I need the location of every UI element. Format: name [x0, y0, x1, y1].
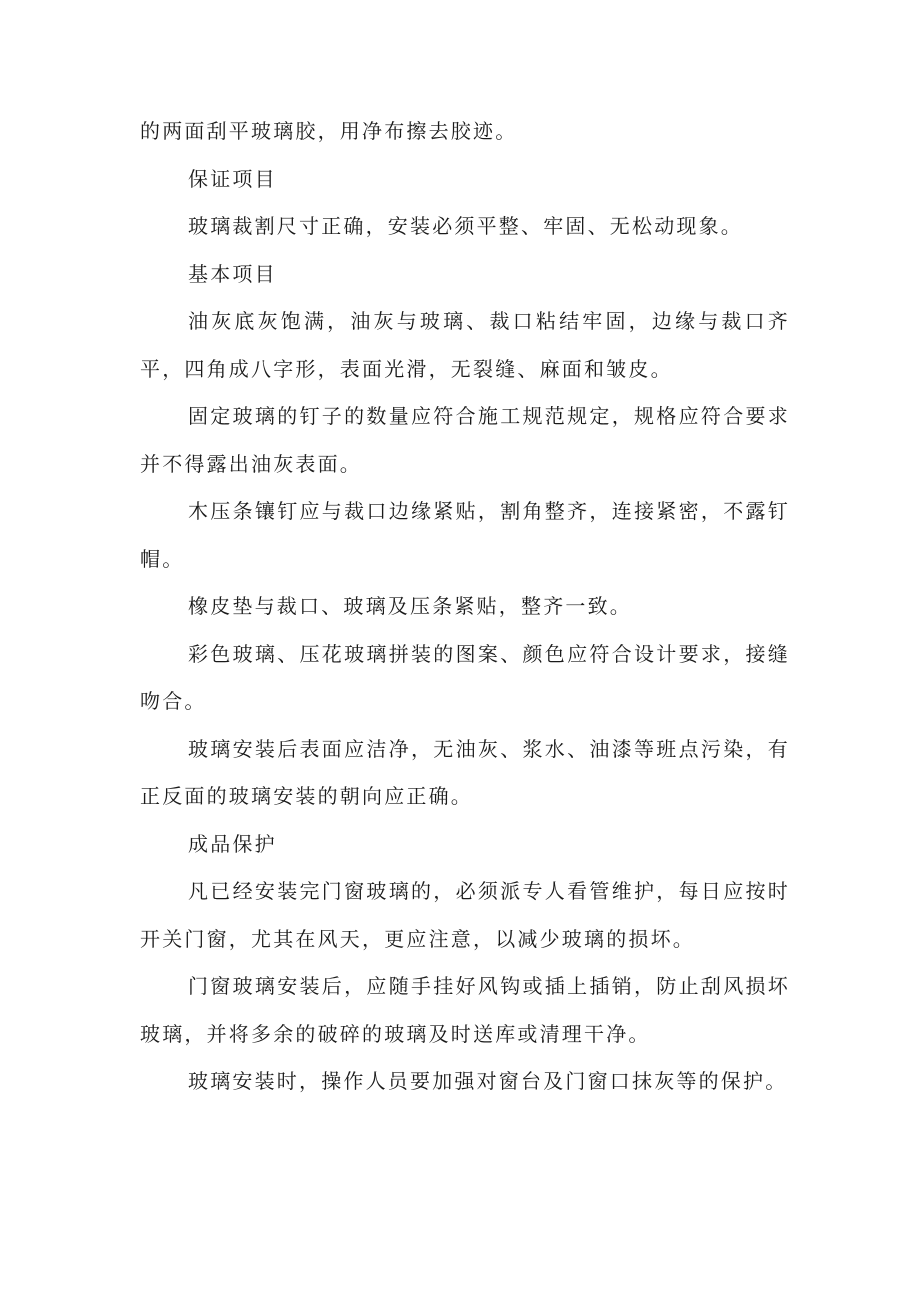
paragraph: 玻璃安装时，操作人员要加强对窗台及门窗口抹灰等的保护。: [188, 1069, 788, 1093]
section-heading-basic-items: 基本项目: [188, 261, 277, 286]
continuation-paragraph: 的两面刮平玻璃胶，用净布擦去胶迹。: [140, 119, 518, 143]
document-body: [140, 108, 790, 1106]
paragraph: 门窗玻璃安装后，应随手挂好风钩或插上插销，防止刮风损坏玻璃，并将多余的破碎的玻璃及时送库或清理干净。: [140, 974, 790, 1046]
paragraph: 玻璃安装后表面应洁净，无油灰、浆水、油漆等班点污染，有正反面的玻璃安装的朝向应正确。: [140, 736, 790, 808]
paragraph: 凡已经安装完门窗玻璃的，必须派专人看管维护，每日应按时开关门窗，尤其在风天，更应注意，以减少玻璃的损坏。: [140, 879, 790, 951]
paragraph: 彩色玻璃、压花玻璃拼装的图案、颜色应符合设计要求，接缝吻合。: [140, 641, 790, 713]
section-heading-product-protection: 成品保护: [188, 831, 277, 856]
paragraph: 油灰底灰饱满，油灰与玻璃、裁口粘结牢固，边缘与裁口齐平，四角成八字形，表面光滑，无裂缝、麻面和皱皮。: [140, 309, 790, 381]
paragraph: 固定玻璃的钉子的数量应符合施工规范规定，规格应符合要求并不得露出油灰表面。: [140, 404, 790, 476]
paragraph: 玻璃裁割尺寸正确，安装必须平整、牢固、无松动现象。: [188, 214, 743, 238]
section-heading-guarantee-items: 保证项目: [188, 166, 277, 191]
paragraph: 木压条镶钉应与裁口边缘紧贴，割角整齐，连接紧密，不露钉帽。: [140, 499, 790, 571]
paragraph: 橡皮垫与裁口、玻璃及压条紧贴，整齐一致。: [188, 594, 632, 618]
